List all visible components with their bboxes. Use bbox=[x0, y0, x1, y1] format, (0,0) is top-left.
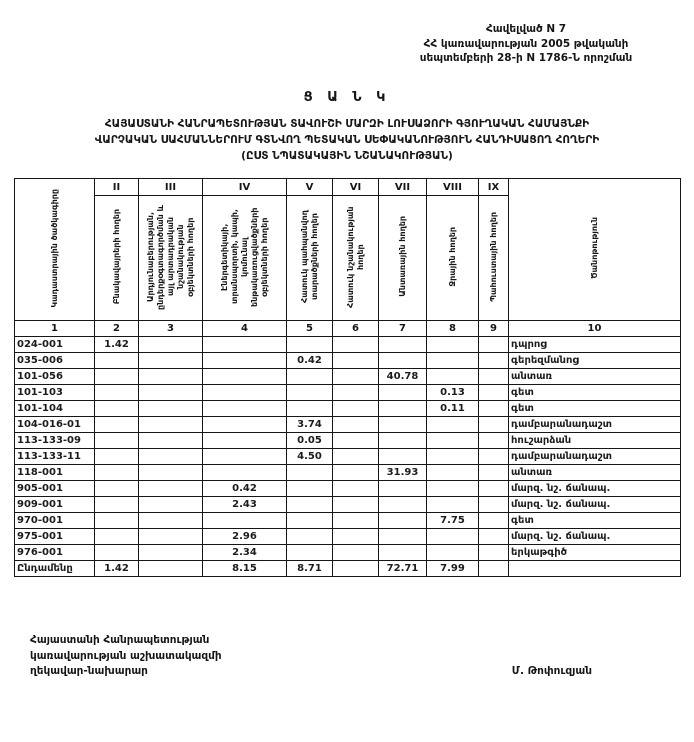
value-cell bbox=[287, 513, 333, 529]
note-cell: գետ bbox=[509, 385, 681, 401]
header-cadastral-code-label: Կադաստրային ծածկագիրը bbox=[49, 189, 59, 308]
value-cell bbox=[479, 481, 509, 497]
value-cell bbox=[287, 481, 333, 497]
column-number-8: 8 bbox=[427, 321, 479, 337]
column-number-6: 6 bbox=[333, 321, 379, 337]
value-cell bbox=[427, 369, 479, 385]
table-body bbox=[15, 337, 681, 577]
value-cell bbox=[287, 529, 333, 545]
note-cell: անտառ bbox=[509, 369, 681, 385]
note-cell: մարզ. նշ. ճանապ. bbox=[509, 497, 681, 513]
value-cell bbox=[95, 481, 139, 497]
value-cell bbox=[427, 465, 479, 481]
value-cell bbox=[203, 385, 287, 401]
value-cell: 8.15 bbox=[203, 561, 287, 577]
header-reserve-lands-label: Պահուստային հողեր bbox=[488, 211, 498, 302]
table-row bbox=[15, 385, 681, 401]
value-cell bbox=[287, 401, 333, 417]
table-row bbox=[15, 465, 681, 481]
note-cell: գետ bbox=[509, 401, 681, 417]
header-industrial-lands-label: Արդյունաբերության, ընդերքօգտագործման և այլ արտադրական նշանակության օբյեկտների հողեր bbox=[145, 204, 195, 310]
value-cell bbox=[139, 417, 203, 433]
cadastral-code-cell: 909-001 bbox=[15, 497, 95, 513]
signature-name: Մ. Թոփուզյան bbox=[511, 664, 592, 677]
value-cell: 3.74 bbox=[287, 417, 333, 433]
header-special-purpose-lands bbox=[333, 196, 379, 321]
cadastral-code-cell: 975-001 bbox=[15, 529, 95, 545]
signatory-line-3: ղեկավար-նախարար bbox=[30, 664, 148, 677]
cadastral-code-cell: 970-001 bbox=[15, 513, 95, 529]
value-cell bbox=[139, 561, 203, 577]
cadastral-code-cell: 976-001 bbox=[15, 545, 95, 561]
value-cell bbox=[287, 545, 333, 561]
value-cell bbox=[379, 417, 427, 433]
note-cell: երկաթգիծ bbox=[509, 545, 681, 561]
value-cell bbox=[379, 449, 427, 465]
value-cell: 8.71 bbox=[287, 561, 333, 577]
header-note bbox=[509, 179, 681, 321]
value-cell bbox=[95, 369, 139, 385]
column-number-9: 9 bbox=[479, 321, 509, 337]
value-cell bbox=[139, 481, 203, 497]
value-cell bbox=[427, 433, 479, 449]
value-cell bbox=[95, 433, 139, 449]
cadastral-code-cell: 101-104 bbox=[15, 401, 95, 417]
table-row bbox=[15, 497, 681, 513]
header-reserve-lands bbox=[479, 196, 509, 321]
value-cell bbox=[333, 433, 379, 449]
cadastral-code-cell: 101-103 bbox=[15, 385, 95, 401]
value-cell: 7.75 bbox=[427, 513, 479, 529]
value-cell: 1.42 bbox=[95, 561, 139, 577]
value-cell bbox=[479, 561, 509, 577]
value-cell bbox=[379, 433, 427, 449]
cadastral-code-cell: 035-006 bbox=[15, 353, 95, 369]
note-cell: մարզ. նշ. ճանապ. bbox=[509, 529, 681, 545]
title-line-3: (ԸՍՏ ՆՊԱՏԱԿԱՅԻՆ ՆՇԱՆԱԿՈՒԹՅԱՆ) bbox=[241, 149, 453, 162]
value-cell bbox=[333, 417, 379, 433]
value-cell: 31.93 bbox=[379, 465, 427, 481]
table-row bbox=[15, 545, 681, 561]
roman-numeral-vii: VII bbox=[379, 179, 427, 196]
note-cell: գետ bbox=[509, 513, 681, 529]
header-special-purpose-lands-label: Հատուկ նշանակության հողեր bbox=[345, 206, 365, 308]
table-header bbox=[15, 179, 681, 337]
title-line-2: ՎԱՐՉԱԿԱՆ ՍԱՀՄԱՆՆԵՐՈՒՄ ԳՏՆՎՈՂ ՊԵՏԱԿԱՆ ՍԵՓԱԿԱՆՈՒԹՅՈՒՆ ՀԱՆԴԻՍԱՑՈՂ ՀՈՂԵՐԻ bbox=[94, 133, 600, 146]
value-cell: 0.05 bbox=[287, 433, 333, 449]
value-cell: 7.99 bbox=[427, 561, 479, 577]
value-cell bbox=[139, 545, 203, 561]
value-cell bbox=[427, 449, 479, 465]
value-cell bbox=[95, 353, 139, 369]
document-title bbox=[14, 90, 680, 164]
value-cell bbox=[139, 369, 203, 385]
value-cell bbox=[287, 465, 333, 481]
value-cell bbox=[379, 513, 427, 529]
value-cell bbox=[479, 497, 509, 513]
header-protected-lands-label: Հատուկ պահպանվող տարածքների հողեր bbox=[299, 210, 319, 304]
annex-line-3: սեպտեմբերի 28-ի N 1786-Ն որոշման bbox=[419, 52, 633, 65]
value-cell bbox=[479, 353, 509, 369]
cadastral-code-cell: 101-056 bbox=[15, 369, 95, 385]
value-cell bbox=[479, 337, 509, 353]
value-cell bbox=[203, 353, 287, 369]
value-cell bbox=[203, 417, 287, 433]
value-cell bbox=[479, 401, 509, 417]
value-cell: 2.43 bbox=[203, 497, 287, 513]
table-row bbox=[15, 417, 681, 433]
value-cell bbox=[95, 465, 139, 481]
total-label-cell: Ընդամենը bbox=[15, 561, 95, 577]
roman-numeral-iii: III bbox=[139, 179, 203, 196]
annex-line-1: Հավելված N 7 bbox=[485, 23, 567, 35]
value-cell bbox=[139, 401, 203, 417]
roman-numeral-v: V bbox=[287, 179, 333, 196]
value-cell bbox=[287, 337, 333, 353]
value-cell bbox=[479, 385, 509, 401]
cadastral-code-cell: 905-001 bbox=[15, 481, 95, 497]
cadastral-code-cell: 118-001 bbox=[15, 465, 95, 481]
note-cell: հուշարձան bbox=[509, 433, 681, 449]
value-cell bbox=[379, 337, 427, 353]
title-line-1: ՀԱՅԱՍՏԱՆԻ ՀԱՆՐԱՊԵՏՈՒԹՅԱՆ ՏԱՎՈՒՇԻ ՄԱՐԶԻ ԼՈՒՍԱՁՈՐԻ ԳՅՈՒՂԱԿԱՆ ՀԱՄԱՅՆՔԻ bbox=[104, 118, 590, 131]
value-cell bbox=[427, 481, 479, 497]
value-cell bbox=[333, 449, 379, 465]
value-cell bbox=[427, 353, 479, 369]
roman-numeral-iv: IV bbox=[203, 179, 287, 196]
header-infrastructure-lands bbox=[203, 196, 287, 321]
table-row bbox=[15, 337, 681, 353]
table-row bbox=[15, 513, 681, 529]
table-row bbox=[15, 401, 681, 417]
column-number-4: 4 bbox=[203, 321, 287, 337]
table-row bbox=[15, 433, 681, 449]
table-row bbox=[15, 529, 681, 545]
value-cell bbox=[139, 529, 203, 545]
header-infrastructure-lands-label: Էներգետիկայի, տրանսպորտի, կապի, կոմունալ ենթակառուցվածքների օբյեկտների հողեր bbox=[219, 207, 269, 307]
value-cell bbox=[139, 433, 203, 449]
value-cell bbox=[333, 561, 379, 577]
note-cell: անտառ bbox=[509, 465, 681, 481]
value-cell bbox=[203, 369, 287, 385]
value-cell bbox=[333, 497, 379, 513]
annex-header bbox=[386, 22, 666, 66]
column-number-1: 1 bbox=[15, 321, 95, 337]
header-protected-lands bbox=[287, 196, 333, 321]
value-cell bbox=[287, 385, 333, 401]
value-cell bbox=[333, 545, 379, 561]
value-cell bbox=[333, 337, 379, 353]
value-cell bbox=[333, 481, 379, 497]
value-cell bbox=[95, 529, 139, 545]
value-cell bbox=[427, 337, 479, 353]
value-cell bbox=[95, 385, 139, 401]
signatory-block bbox=[30, 633, 222, 679]
value-cell bbox=[139, 353, 203, 369]
value-cell bbox=[203, 449, 287, 465]
roman-numeral-ix: IX bbox=[479, 179, 509, 196]
value-cell: 4.50 bbox=[287, 449, 333, 465]
value-cell bbox=[139, 449, 203, 465]
value-cell bbox=[427, 529, 479, 545]
header-forest-lands bbox=[379, 196, 427, 321]
cadastral-code-cell: 104-016-01 bbox=[15, 417, 95, 433]
total-row bbox=[15, 561, 681, 577]
value-cell bbox=[427, 417, 479, 433]
value-cell bbox=[427, 497, 479, 513]
value-cell bbox=[203, 401, 287, 417]
value-cell bbox=[479, 529, 509, 545]
value-cell: 0.13 bbox=[427, 385, 479, 401]
column-number-row bbox=[15, 321, 681, 337]
value-cell bbox=[379, 545, 427, 561]
value-cell bbox=[333, 529, 379, 545]
value-cell: 72.71 bbox=[379, 561, 427, 577]
header-forest-lands-label: Անտառային հողեր bbox=[397, 216, 407, 298]
value-cell: 0.42 bbox=[287, 353, 333, 369]
land-table bbox=[14, 178, 681, 577]
table-row bbox=[15, 449, 681, 465]
header-residential-lands-label: Բնակավայրերի հողեր bbox=[111, 209, 121, 305]
column-number-5: 5 bbox=[287, 321, 333, 337]
value-cell bbox=[379, 401, 427, 417]
value-cell bbox=[203, 465, 287, 481]
value-cell bbox=[479, 369, 509, 385]
signatory-line-2: կառավարության աշխատակազմի bbox=[30, 649, 222, 662]
value-cell bbox=[139, 497, 203, 513]
header-residential-lands bbox=[95, 196, 139, 321]
value-cell bbox=[139, 385, 203, 401]
value-cell bbox=[333, 513, 379, 529]
note-cell: գերեզմանոց bbox=[509, 353, 681, 369]
annex-line-2: ՀՀ կառավարության 2005 թվականի bbox=[423, 37, 629, 50]
value-cell: 0.11 bbox=[427, 401, 479, 417]
roman-numeral-row bbox=[15, 179, 681, 196]
value-cell bbox=[379, 385, 427, 401]
value-cell bbox=[333, 369, 379, 385]
note-cell: դպրոց bbox=[509, 337, 681, 353]
value-cell bbox=[333, 401, 379, 417]
table-row bbox=[15, 369, 681, 385]
value-cell bbox=[479, 513, 509, 529]
value-cell: 40.78 bbox=[379, 369, 427, 385]
value-cell bbox=[379, 353, 427, 369]
value-cell: 2.34 bbox=[203, 545, 287, 561]
cadastral-code-cell: 113-133-11 bbox=[15, 449, 95, 465]
header-cadastral-code bbox=[15, 179, 95, 321]
roman-numeral-vi: VI bbox=[333, 179, 379, 196]
value-cell bbox=[95, 449, 139, 465]
header-industrial-lands bbox=[139, 196, 203, 321]
value-cell bbox=[479, 433, 509, 449]
header-note-label: Ծանոթություն bbox=[589, 217, 599, 280]
column-number-3: 3 bbox=[139, 321, 203, 337]
value-cell bbox=[427, 545, 479, 561]
value-cell bbox=[95, 545, 139, 561]
cadastral-code-cell: 113-133-09 bbox=[15, 433, 95, 449]
document-footer bbox=[14, 633, 680, 679]
column-number-7: 7 bbox=[379, 321, 427, 337]
value-cell: 2.96 bbox=[203, 529, 287, 545]
value-cell bbox=[379, 481, 427, 497]
value-cell bbox=[139, 337, 203, 353]
note-cell: մարզ. նշ. ճանապ. bbox=[509, 481, 681, 497]
cadastral-code-cell: 024-001 bbox=[15, 337, 95, 353]
value-cell bbox=[287, 369, 333, 385]
note-cell bbox=[509, 561, 681, 577]
title-main: Ց Ա Ն Կ bbox=[303, 90, 391, 106]
value-cell bbox=[95, 401, 139, 417]
value-cell bbox=[333, 465, 379, 481]
table-row bbox=[15, 481, 681, 497]
value-cell bbox=[95, 417, 139, 433]
value-cell bbox=[479, 417, 509, 433]
value-cell bbox=[95, 497, 139, 513]
roman-numeral-ii: II bbox=[95, 179, 139, 196]
value-cell bbox=[287, 497, 333, 513]
value-cell bbox=[479, 545, 509, 561]
value-cell: 0.42 bbox=[203, 481, 287, 497]
note-cell: դամբարանադաշտ bbox=[509, 417, 681, 433]
value-cell bbox=[479, 449, 509, 465]
value-cell bbox=[139, 465, 203, 481]
column-number-10: 10 bbox=[509, 321, 681, 337]
value-cell bbox=[203, 513, 287, 529]
value-cell bbox=[203, 433, 287, 449]
column-number-2: 2 bbox=[95, 321, 139, 337]
value-cell bbox=[333, 353, 379, 369]
value-cell bbox=[95, 513, 139, 529]
header-water-lands bbox=[427, 196, 479, 321]
table-row bbox=[15, 353, 681, 369]
value-cell bbox=[379, 497, 427, 513]
value-cell: 1.42 bbox=[95, 337, 139, 353]
value-cell bbox=[479, 465, 509, 481]
header-water-lands-label: Ջրային հողեր bbox=[447, 227, 457, 287]
value-cell bbox=[379, 529, 427, 545]
value-cell bbox=[203, 337, 287, 353]
note-cell: դամբարանադաշտ bbox=[509, 449, 681, 465]
signatory-line-1: Հայաստանի Հանրապետության bbox=[30, 634, 210, 647]
value-cell bbox=[139, 513, 203, 529]
roman-numeral-viii: VIII bbox=[427, 179, 479, 196]
value-cell bbox=[333, 385, 379, 401]
